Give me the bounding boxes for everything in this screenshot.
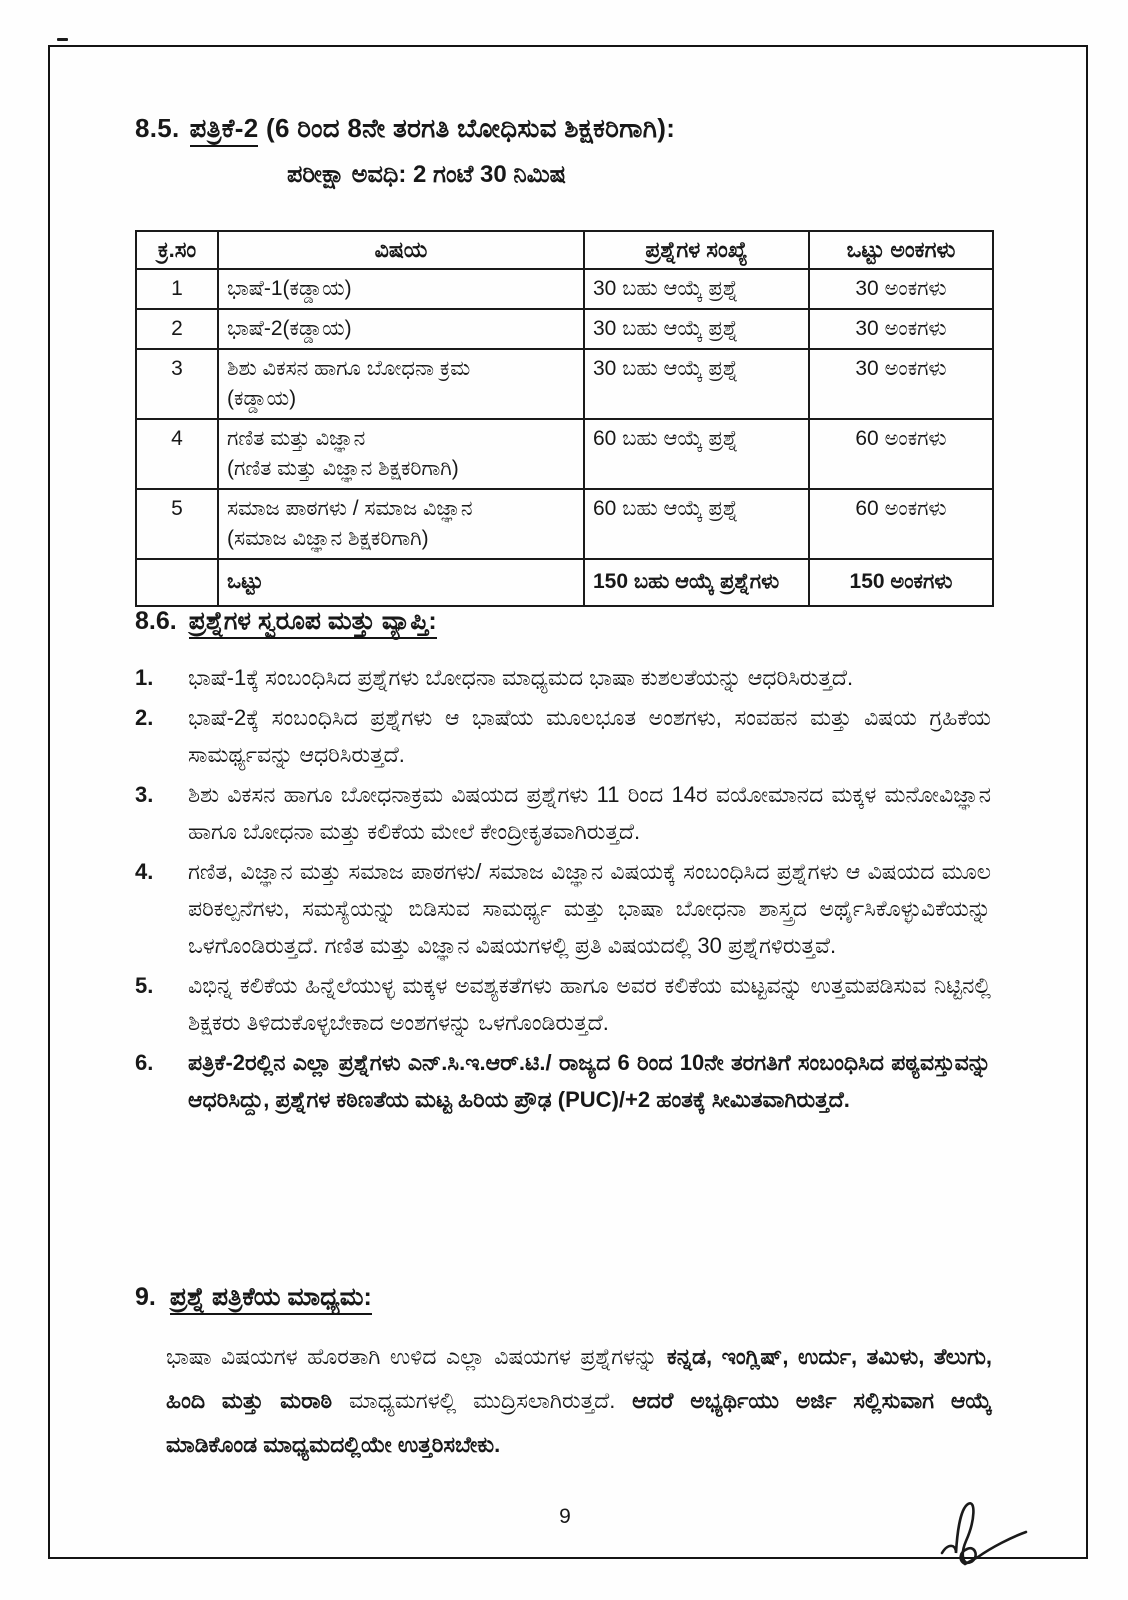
list-item-number: 1.: [135, 665, 154, 690]
section-8-5-heading: [135, 113, 675, 145]
column-header-slno: ಕ್ರ.ಸಂ: [136, 231, 218, 269]
subject-line1: ಭಾಷೆ-2(ಕಡ್ಡಾಯ): [227, 317, 352, 340]
list-item-number: 3.: [135, 782, 154, 807]
list-item-text: ಶಿಶು ವಿಕಸನ ಹಾಗೂ ಬೋಧನಾಕ್ರಮ ವಿಷಯದ ಪ್ರಶ್ನೆಗಳು 11 ರಿಂದ 14ರ ವಯೋಮಾನದ ಮಕ್ಕಳ ಮನೋವಿಜ್ಞಾನ ಹಾಗೂ ಬೋಧನಾ ಮತ್ತು ಕಲಿಕೆಯ ಮೇಲೆ ಕೇಂದ್ರೀಕೃತವಾಗಿರುತ್ತದೆ.: [188, 782, 991, 844]
subject-line1: ಶಿಶು ವಿಕಸನ ಹಾಗೂ ಬೋಧನಾ ಕ್ರಮ: [227, 357, 471, 380]
cell-marks: 60 ಅಂಕಗಳು: [809, 489, 993, 559]
list-item-number: 6.: [135, 1050, 154, 1075]
table-row: [136, 309, 993, 349]
subject-line1: ಗಣಿತ ಮತ್ತು ವಿಜ್ಞಾನ: [227, 427, 366, 450]
table-row: [136, 349, 993, 419]
section-number: 8.6.: [135, 607, 177, 635]
subject-line2: (ಕಡ್ಡಾಯ): [227, 387, 297, 410]
list-item: [135, 776, 991, 850]
section-9-paragraph: [166, 1335, 992, 1467]
cell-total-label: ಒಟ್ಟು: [218, 559, 584, 606]
cell-slno: [136, 559, 218, 606]
exam-structure-table: [135, 230, 994, 607]
list-item: [135, 967, 991, 1041]
section-number: 9.: [135, 1283, 156, 1311]
column-header-questions: ಪ್ರಶ್ನೆಗಳ ಸಂಖ್ಯೆ: [584, 231, 809, 269]
section-title-rest: (6 ರಿಂದ 8ನೇ ತರಗತಿ ಬೋಧಿಸುವ ಶಿಕ್ಷಕರಿಗಾಗಿ):: [258, 113, 676, 143]
subject-line1: ಭಾಷೆ-1(ಕಡ್ಡಾಯ): [227, 277, 352, 300]
paragraph-segment-bold: ಆದರೆ ಅಭ್ಯರ್ಥಿಯು ಅರ್ಜಿ ಸಲ್ಲಿಸುವಾಗ ಆಯ್ಕೆ ಮಾಡಿಕೊಂಡ ಮಾಧ್ಯಮದಲ್ಲಿಯೇ ಉತ್ತರಿಸಬೇಕು.: [166, 1388, 992, 1457]
subject-line2: (ಸಮಾಜ ವಿಜ್ಞಾನ ಶಿಕ್ಷಕರಿಗಾಗಿ): [227, 527, 429, 550]
paragraph-segment-bold: ಕನ್ನಡ, ಇಂಗ್ಲಿಷ್, ಉರ್ದು, ತಮಿಳು, ತೆಲುಗು, ಹಿಂದಿ ಮತ್ತು ಮರಾಠಿ: [166, 1344, 992, 1413]
cell-subject: [218, 419, 584, 489]
table-total-row: [136, 559, 993, 606]
column-header-subject: ವಿಷಯ: [218, 231, 584, 269]
cell-marks: 30 ಅಂಕಗಳು: [809, 309, 993, 349]
cell-marks: 30 ಅಂಕಗಳು: [809, 349, 993, 419]
subject-line1: ಸಮಾಜ ಪಾಠಗಳು / ಸಮಾಜ ವಿಜ್ಞಾನ: [227, 497, 473, 520]
table-row: [136, 489, 993, 559]
table-row: [136, 269, 993, 309]
cell-slno: 1: [136, 269, 218, 309]
cell-questions: 60 ಬಹು ಆಯ್ಕೆ ಪ್ರಶ್ನೆ: [584, 419, 809, 489]
list-item: [135, 699, 991, 773]
cell-questions: 30 ಬಹು ಆಯ್ಕೆ ಪ್ರಶ್ನೆ: [584, 269, 809, 309]
exam-duration-line: ಪರೀಕ್ಷಾ ಅವಧಿ: 2 ಗಂಟೆ 30 ನಿಮಿಷ: [287, 161, 566, 188]
subject-line2: (ಗಣಿತ ಮತ್ತು ವಿಜ್ಞಾನ ಶಿಕ್ಷಕರಿಗಾಗಿ): [227, 457, 459, 480]
section-8-6-item-list: [135, 659, 991, 1121]
cell-slno: 3: [136, 349, 218, 419]
cell-marks: 60 ಅಂಕಗಳು: [809, 419, 993, 489]
paragraph-segment: ಮಾಧ್ಯಮಗಳಲ್ಲಿ ಮುದ್ರಿಸಲಾಗಿರುತ್ತದೆ.: [348, 1388, 633, 1413]
cell-slno: 2: [136, 309, 218, 349]
scan-artifact: [57, 38, 68, 41]
list-item-number: 4.: [135, 859, 154, 884]
section-8-6-heading: [135, 607, 437, 636]
section-title-underlined: ಪ್ರಶ್ನೆಗಳ ಸ್ವರೂಪ ಮತ್ತು ವ್ಯಾಪ್ತಿ:: [189, 607, 437, 639]
list-item-text: ವಿಭಿನ್ನ ಕಲಿಕೆಯ ಹಿನ್ನೆಲೆಯುಳ್ಳ ಮಕ್ಕಳ ಅವಶ್ಯಕತೆಗಳು ಹಾಗೂ ಅವರ ಕಲಿಕೆಯ ಮಟ್ಟವನ್ನು ಉತ್ತಮಪಡಿಸುವ ನಿಟ್ಟಿನಲ್ಲಿ ಶಿಕ್ಷಕರು ತಿಳಿದುಕೊಳ್ಳಬೇಕಾದ ಅಂಶಗಳನ್ನು ಒಳಗೊಂಡಿರುತ್ತದೆ.: [188, 973, 991, 1035]
table-row: [136, 419, 993, 489]
section-title-underlined: ಪ್ರಶ್ನೆ ಪತ್ರಿಕೆಯ ಮಾಧ್ಯಮ:: [170, 1283, 372, 1315]
cell-marks: 30 ಅಂಕಗಳು: [809, 269, 993, 309]
cell-slno: 5: [136, 489, 218, 559]
list-item-text: ಭಾಷೆ-1ಕ್ಕೆ ಸಂಬಂಧಿಸಿದ ಪ್ರಶ್ನೆಗಳು ಬೋಧನಾ ಮಾಧ್ಯಮದ ಭಾಷಾ ಕುಶಲತೆಯನ್ನು ಆಧರಿಸಿರುತ್ತದೆ.: [188, 665, 854, 690]
section-number: 8.5.: [135, 113, 180, 143]
cell-total-questions: 150 ಬಹು ಆಯ್ಕೆ ಪ್ರಶ್ನೆಗಳು: [584, 559, 809, 606]
table-header-row: [136, 231, 993, 269]
cell-subject: [218, 489, 584, 559]
list-item: [135, 1044, 991, 1118]
list-item-text: ಪತ್ರಿಕೆ-2ರಲ್ಲಿನ ಎಲ್ಲಾ ಪ್ರಶ್ನೆಗಳು ಎನ್.ಸಿ.ಇ.ಆರ್.ಟಿ./ ರಾಜ್ಯದ 6 ರಿಂದ 10ನೇ ತರಗತಿಗೆ ಸಂಬಂಧಿಸಿದ ಪಠ್ಯವಸ್ತುವನ್ನು ಆಧರಿಸಿದ್ದು, ಪ್ರಶ್ನೆಗಳ ಕಠಿಣತೆಯ ಮಟ್ಟ ಹಿರಿಯ ಪ್ರೌಢ (PUC)/+2 ಹಂತಕ್ಕೆ ಸೀಮಿತವಾಗಿರುತ್ತದೆ.: [188, 1050, 991, 1112]
list-item-text: ಗಣಿತ, ವಿಜ್ಞಾನ ಮತ್ತು ಸಮಾಜ ಪಾಠಗಳು/ ಸಮಾಜ ವಿಜ್ಞಾನ ವಿಷಯಕ್ಕೆ ಸಂಬಂಧಿಸಿದ ಪ್ರಶ್ನೆಗಳು ಆ ವಿಷಯದ ಮೂಲ ಪರಿಕಲ್ಪನೆಗಳು, ಸಮಸ್ಯೆಯನ್ನು ಬಿಡಿಸುವ ಸಾಮರ್ಥ್ಯ ಮತ್ತು ಭಾಷಾ ಬೋಧನಾ ಶಾಸ್ತ್ರದ ಅರ್ಥೈಸಿಕೊಳ್ಳುವಿಕೆಯನ್ನು ಒಳಗೊಂಡಿರುತ್ತದೆ. ಗಣಿತ ಮತ್ತು ವಿಜ್ಞಾನ ವಿಷಯಗಳಲ್ಲಿ ಪ್ರತಿ ವಿಷಯದಲ್ಲಿ 30 ಪ್ರಶ್ನೆಗಳಿರುತ್ತವೆ.: [188, 859, 991, 958]
page-border-frame: [48, 45, 1088, 1559]
cell-total-marks: 150 ಅಂಕಗಳು: [809, 559, 993, 606]
list-item-number: 2.: [135, 705, 154, 730]
cell-slno: 4: [136, 419, 218, 489]
page-number: 9: [559, 1505, 571, 1528]
column-header-marks: ಒಟ್ಟು ಅಂಕಗಳು: [809, 231, 993, 269]
cell-questions: 60 ಬಹು ಆಯ್ಕೆ ಪ್ರಶ್ನೆ: [584, 489, 809, 559]
list-item: [135, 659, 991, 696]
cell-subject: [218, 349, 584, 419]
cell-questions: 30 ಬಹು ಆಯ್ಕೆ ಪ್ರಶ್ನೆ: [584, 349, 809, 419]
list-item: [135, 853, 991, 964]
section-9-heading: [135, 1283, 372, 1312]
list-item-text: ಭಾಷೆ-2ಕ್ಕೆ ಸಂಬಂಧಿಸಿದ ಪ್ರಶ್ನೆಗಳು ಆ ಭಾಷೆಯ ಮೂಲಭೂತ ಅಂಶಗಳು, ಸಂವಹನ ಮತ್ತು ವಿಷಯ ಗ್ರಹಿಕೆಯ ಸಾಮರ್ಥ್ಯವನ್ನು ಆಧರಿಸಿರುತ್ತದೆ.: [188, 705, 991, 767]
cell-subject: [218, 309, 584, 349]
cell-questions: 30 ಬಹು ಆಯ್ಕೆ ಪ್ರಶ್ನೆ: [584, 309, 809, 349]
signature-mark: [922, 1487, 1042, 1579]
cell-subject: [218, 269, 584, 309]
list-item-number: 5.: [135, 973, 154, 998]
section-title-underlined: ಪತ್ರಿಕೆ-2: [190, 113, 259, 147]
paragraph-segment: ಭಾಷಾ ವಿಷಯಗಳ ಹೊರತಾಗಿ ಉಳಿದ ಎಲ್ಲಾ ವಿಷಯಗಳ ಪ್ರಶ್ನೆಗಳನ್ನು: [166, 1344, 667, 1369]
